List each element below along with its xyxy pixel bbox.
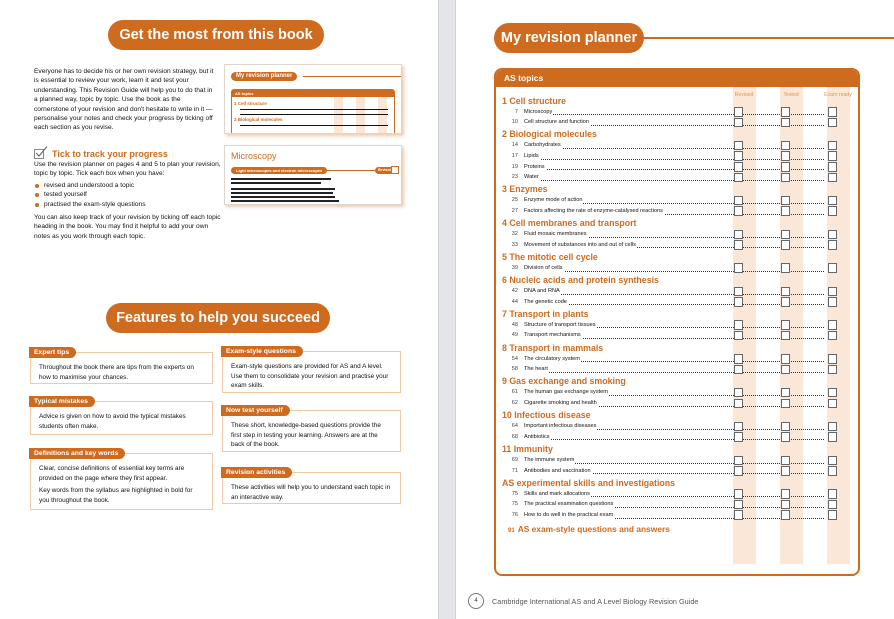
- topic-page-number: 7: [514, 108, 518, 115]
- topic-row: [502, 263, 854, 274]
- feature-label: Now test yourself: [221, 405, 290, 416]
- checkbox-tested[interactable]: [781, 141, 790, 151]
- section-title: 5 The mitotic cell cycle: [502, 251, 598, 262]
- topic-row: [502, 206, 854, 217]
- checkbox-revised[interactable]: [734, 162, 743, 172]
- checkbox-tested[interactable]: [781, 432, 790, 442]
- section-title: 1 Cell structure: [502, 95, 567, 106]
- preview-section: 2 Biological molecules: [234, 117, 283, 122]
- page-gutter: [438, 0, 456, 619]
- checkbox-exam-ready[interactable]: [828, 287, 837, 297]
- topic-row: [502, 297, 854, 308]
- tick-bullet: revised and understood a topic: [34, 181, 224, 190]
- checkbox-revised[interactable]: [734, 365, 743, 375]
- tick-title: Tick to track your progress: [34, 146, 224, 159]
- topic-row: [502, 489, 854, 500]
- checkbox-tested[interactable]: [781, 489, 790, 499]
- topic-page-number: 10: [511, 119, 518, 126]
- topic-name: How to do well in the practical exam: [524, 510, 614, 521]
- checkbox-revised[interactable]: [734, 196, 743, 206]
- checkbox-revised[interactable]: [734, 173, 743, 183]
- checkbox-revised[interactable]: [734, 510, 743, 520]
- checkbox-tested[interactable]: [781, 287, 790, 297]
- dot-leader: [524, 114, 824, 115]
- checkbox-revised[interactable]: [734, 456, 743, 466]
- topic-row: [502, 107, 854, 118]
- dot-leader: [524, 372, 824, 373]
- checkbox-tested[interactable]: [781, 263, 790, 273]
- feature-label: Revision activities: [221, 467, 292, 478]
- features-heading: Features to help you succeed: [106, 303, 330, 333]
- checkbox-revised[interactable]: [734, 230, 743, 240]
- feature-label: Exam-style questions: [221, 346, 303, 357]
- topic-name: Cell structure and function: [524, 117, 590, 128]
- feature-definitions: Definitions and key words Clear, concise definitions of essential key terms are provided on the page where they first appear. Key words from the syllabus are highlighted in bold for you throughout the book.: [30, 453, 213, 510]
- topic-page-number: 33: [511, 241, 518, 248]
- topic-row: [502, 140, 854, 151]
- checkbox-tested[interactable]: [781, 297, 790, 307]
- checkbox-tested[interactable]: [781, 240, 790, 250]
- checkbox-exam-ready[interactable]: [828, 432, 837, 442]
- preview-topic-title: Microscopy: [231, 151, 277, 161]
- checkbox-revised[interactable]: [734, 107, 743, 117]
- checkbox-tested[interactable]: [781, 388, 790, 398]
- planner-header: AS topics: [496, 70, 858, 87]
- checkbox-revised[interactable]: [734, 489, 743, 499]
- topic-row: [502, 364, 854, 375]
- intro-paragraph: Everyone has to decide his or her own revision strategy, but it is essential to review your work, learn it and test your understanding. This Revision Guide will help you to do that in a planned way, topic by topic. Use the book as the cornerstone of your revision and don't hesitate to write in it — personalise your notes and check your progress by ticking off each section as you revise.: [34, 68, 214, 132]
- checkbox-exam-ready[interactable]: [828, 240, 837, 250]
- checkbox-exam-ready[interactable]: [828, 320, 837, 330]
- checkbox-exam-ready[interactable]: [828, 354, 837, 364]
- checkbox-revised[interactable]: [734, 118, 743, 128]
- checkbox-tested[interactable]: [781, 206, 790, 216]
- checkbox-revised[interactable]: [734, 297, 743, 307]
- checkbox-tested[interactable]: [781, 466, 790, 476]
- section-title: 9 Gas exchange and smoking: [502, 376, 626, 387]
- checkbox-tested[interactable]: [781, 173, 790, 183]
- section-title: 10 Infectious disease: [502, 410, 591, 421]
- topic-row: [502, 354, 854, 365]
- revision-planner-table: [494, 68, 860, 576]
- feature-expert-tips: Expert tips Throughout the book there are tips from the experts on how to maximise your chances.: [30, 352, 213, 384]
- topic-name: Factors affecting the rate of enzyme-catalysed reactions: [524, 206, 664, 217]
- checkbox-exam-ready[interactable]: [828, 151, 837, 161]
- preview-table-header: AS topics: [232, 90, 394, 97]
- topic-name: Enzyme mode of action: [524, 195, 583, 206]
- topic-name: The genetic code: [524, 297, 568, 308]
- dot-leader: [524, 159, 824, 160]
- topic-page-number: 49: [511, 332, 518, 339]
- checkbox-tested[interactable]: [781, 162, 790, 172]
- tick-list: [34, 181, 224, 209]
- dot-leader: [524, 148, 824, 149]
- section-title: 8 Transport in mammals: [502, 342, 604, 353]
- topic-row: [502, 286, 854, 297]
- topic-row: [502, 455, 854, 466]
- topic-page-number: 32: [511, 231, 518, 238]
- topic-name: The human gas exchange system: [524, 387, 609, 398]
- topic-row: [502, 172, 854, 183]
- topic-name: Movement of substances into and out of cells: [524, 240, 637, 251]
- topic-page-number: 71: [511, 467, 518, 474]
- checkbox-tested[interactable]: [781, 230, 790, 240]
- preview-section: 1 Cell structure: [234, 101, 267, 106]
- dot-leader: [524, 294, 824, 295]
- preview-planner-title: My revision planner: [231, 72, 297, 81]
- topic-page-number: 75: [511, 501, 518, 508]
- checkbox-revised[interactable]: [734, 141, 743, 151]
- topic-name: Skills and mark allocations: [524, 489, 591, 500]
- dot-leader: [524, 169, 824, 170]
- topic-page-number: 39: [511, 264, 518, 271]
- section-title: 3 Enzymes: [502, 184, 548, 195]
- checkbox-tested[interactable]: [781, 151, 790, 161]
- checkbox-tested[interactable]: [781, 422, 790, 432]
- checkbox-exam-ready[interactable]: [828, 422, 837, 432]
- tick-progress-block: [34, 146, 224, 241]
- topic-name: Microscopy: [524, 107, 553, 118]
- dot-leader: [524, 180, 824, 181]
- topic-page-number: 69: [511, 457, 518, 463]
- topic-list: [502, 94, 854, 537]
- book-title: Cambridge International AS and A Level Biology Revision Guide: [492, 596, 699, 606]
- column-header-revised: Revised: [734, 92, 754, 98]
- checkbox-revised[interactable]: [734, 240, 743, 250]
- topic-page-number: 23: [511, 174, 518, 181]
- preview-rule: [303, 76, 402, 77]
- tick-outro: You can also keep track of your revision by ticking off each topic heading in the book. You may find it helpful to add your own notes as you work through each topic.: [34, 214, 221, 240]
- right-page: [456, 0, 894, 619]
- feature-revision-activities: Revision activities These activities will help you to understand each topic in an interactive way.: [222, 472, 401, 504]
- topic-name: Carbohydrates: [524, 140, 562, 151]
- checkbox-exam-ready[interactable]: [828, 141, 837, 151]
- checkbox-exam-ready[interactable]: [828, 297, 837, 307]
- preview-table: [231, 89, 395, 134]
- checkbox-revised[interactable]: [734, 331, 743, 341]
- topic-page-number: 64: [511, 423, 518, 430]
- topic-row: [502, 240, 854, 251]
- checkbox-tested[interactable]: [781, 107, 790, 117]
- checkbox-revised[interactable]: [734, 399, 743, 409]
- checkbox-exam-ready[interactable]: [828, 500, 837, 510]
- checkbox-revised[interactable]: [734, 320, 743, 330]
- topic-name: Important infectious diseases: [524, 421, 597, 432]
- checkbox-revised[interactable]: [734, 263, 743, 273]
- topic-name: The practical examination questions: [524, 499, 614, 510]
- topic-row: [502, 432, 854, 443]
- checkbox-exam-ready[interactable]: [828, 466, 837, 476]
- topic-name: Antibodies and vaccination: [524, 466, 592, 477]
- topic-page-number: 14: [511, 142, 518, 149]
- topic-page-number: 58: [511, 366, 518, 373]
- topic-name: The heart: [524, 364, 549, 375]
- planner-preview-image: [224, 64, 402, 134]
- topic-row: [502, 195, 854, 206]
- checkbox-exam-ready[interactable]: [828, 118, 837, 128]
- checkbox-tested[interactable]: [781, 354, 790, 364]
- preview-revised-badge: Revised: [375, 167, 394, 174]
- feature-label: Expert tips: [29, 347, 76, 358]
- checkbox-tested[interactable]: [781, 365, 790, 375]
- topic-name: Cigarette smoking and health: [524, 398, 598, 409]
- topic-row: [502, 510, 854, 521]
- topic-name: Transport mechanisms: [524, 330, 582, 341]
- checkbox-revised[interactable]: [734, 206, 743, 216]
- tick-bullet: tested yourself: [34, 190, 224, 199]
- checkbox-exam-ready[interactable]: [828, 173, 837, 183]
- topic-name: Antibiotics: [524, 432, 551, 443]
- section-title: 6 Nucleic acids and protein synthesis: [502, 275, 659, 286]
- topic-row: [502, 151, 854, 162]
- revision-planner-heading: My revision planner: [494, 23, 644, 53]
- topic-row: [502, 162, 854, 173]
- checkbox-tested[interactable]: [781, 196, 790, 206]
- checkbox-exam-ready[interactable]: [828, 365, 837, 375]
- topic-page-number: 17: [511, 152, 518, 159]
- dot-leader: [524, 304, 824, 305]
- heading-rule: [642, 37, 894, 39]
- checkbox-exam-ready[interactable]: [828, 230, 837, 240]
- topic-page-number: 25: [511, 197, 518, 204]
- topic-name: The immune system: [524, 455, 575, 466]
- topic-name: Division of cells: [524, 263, 564, 274]
- topic-row: [502, 466, 854, 477]
- section-title: 11 Immunity: [502, 444, 553, 454]
- topic-page-number: 68: [511, 433, 518, 440]
- topic-page-number: 61: [511, 389, 518, 396]
- topic-name: Fluid mosaic membranes: [524, 229, 588, 240]
- feature-label: Typical mistakes: [29, 396, 95, 407]
- checkbox-exam-ready[interactable]: [828, 263, 837, 273]
- section-title: 4 Cell membranes and transport: [502, 218, 637, 229]
- dot-leader: [524, 439, 824, 440]
- checkbox-exam-ready[interactable]: [828, 456, 837, 466]
- preview-subheading: Light microscopes and electron microscopes: [231, 167, 327, 174]
- tick-bullet: practised the exam-style questions: [34, 200, 224, 209]
- checkbox-tick-icon: [34, 146, 48, 159]
- topic-page-number: 27: [511, 207, 518, 214]
- topic-name: Structure of transport tissues: [524, 320, 597, 331]
- topic-name: The circulatory system: [524, 354, 581, 365]
- topic-name: AS exam-style questions and answers: [517, 523, 670, 534]
- topic-name: Proteins: [524, 162, 546, 173]
- topic-page-number: 91: [508, 527, 515, 534]
- topic-preview-image: [224, 145, 402, 205]
- feature-exam-style-questions: Exam-style questions Exam-style questions are provided for AS and A level. Use them to consolidate your revision and practise your exam skills.: [222, 351, 401, 393]
- topic-row: [502, 499, 854, 510]
- topic-page-number: 54: [511, 355, 518, 362]
- topic-page-number: 19: [511, 163, 518, 170]
- checkbox-exam-ready[interactable]: [828, 162, 837, 172]
- checkbox-exam-ready[interactable]: [828, 399, 837, 409]
- topic-name: Water: [524, 172, 540, 183]
- feature-typical-mistakes: Typical mistakes Advice is given on how to avoid the typical mistakes students often make.: [30, 401, 213, 435]
- topic-row: [502, 387, 854, 398]
- checkbox-exam-ready[interactable]: [828, 489, 837, 499]
- topic-row: [502, 330, 854, 341]
- checkbox-revised[interactable]: [734, 354, 743, 364]
- dot-leader: [524, 271, 824, 272]
- checkbox-revised[interactable]: [734, 422, 743, 432]
- topic-row: [502, 117, 854, 128]
- checkbox-tested[interactable]: [781, 320, 790, 330]
- section-title: 2 Biological molecules: [502, 129, 597, 140]
- checkbox-exam-ready[interactable]: [828, 196, 837, 206]
- checkbox-exam-ready[interactable]: [828, 388, 837, 398]
- topic-row: [502, 421, 854, 432]
- checkbox-revised[interactable]: [734, 287, 743, 297]
- checkbox-tested[interactable]: [781, 399, 790, 409]
- topic-page-number: 44: [511, 298, 518, 305]
- checkbox-revised[interactable]: [734, 151, 743, 161]
- page-number: 4: [468, 593, 484, 609]
- topic-row: [502, 229, 854, 240]
- checkbox-tested[interactable]: [781, 456, 790, 466]
- checkbox-tested[interactable]: [781, 500, 790, 510]
- column-header-exam-ready: Exam ready: [824, 92, 852, 98]
- topic-page-number: 76: [511, 511, 518, 518]
- section-title: AS experimental skills and investigations: [502, 477, 676, 488]
- checkbox-exam-ready[interactable]: [828, 206, 837, 216]
- checkbox-revised[interactable]: [734, 500, 743, 510]
- left-page: [0, 0, 438, 619]
- section-title: 7 Transport in plants: [502, 308, 589, 319]
- topic-page-number: 62: [511, 400, 518, 407]
- exam-questions-row: [502, 523, 854, 537]
- checkbox-exam-ready[interactable]: [828, 331, 837, 341]
- topic-name: Lipids: [524, 151, 540, 162]
- column-header-tested: Tested: [783, 92, 799, 98]
- checkbox-exam-ready[interactable]: [828, 107, 837, 117]
- checkbox-tested[interactable]: [781, 118, 790, 128]
- topic-name: DNA and RNA: [524, 286, 561, 297]
- topic-row: [502, 320, 854, 331]
- feature-label: Definitions and key words: [29, 448, 125, 459]
- tick-intro: Use the revision planner on pages 4 and 5 to plan your revision, topic by topic. Tick each box when you have:: [34, 161, 221, 178]
- feature-now-test-yourself: Now test yourself These short, knowledge-based questions provide the first step in testing your learning. Answers are at the back of the book.: [222, 410, 401, 452]
- topic-page-number: 42: [511, 288, 518, 295]
- page-footer: [468, 593, 698, 609]
- checkbox-tested[interactable]: [781, 510, 790, 520]
- checkbox-revised[interactable]: [734, 388, 743, 398]
- checkbox-exam-ready[interactable]: [828, 510, 837, 520]
- get-most-heading: Get the most from this book: [108, 20, 324, 50]
- topic-page-number: 48: [511, 321, 518, 328]
- topic-page-number: 75: [511, 490, 518, 497]
- topic-row: [502, 398, 854, 409]
- checkbox-revised[interactable]: [734, 466, 743, 476]
- checkbox-tested[interactable]: [781, 331, 790, 341]
- checkbox-revised[interactable]: [734, 432, 743, 442]
